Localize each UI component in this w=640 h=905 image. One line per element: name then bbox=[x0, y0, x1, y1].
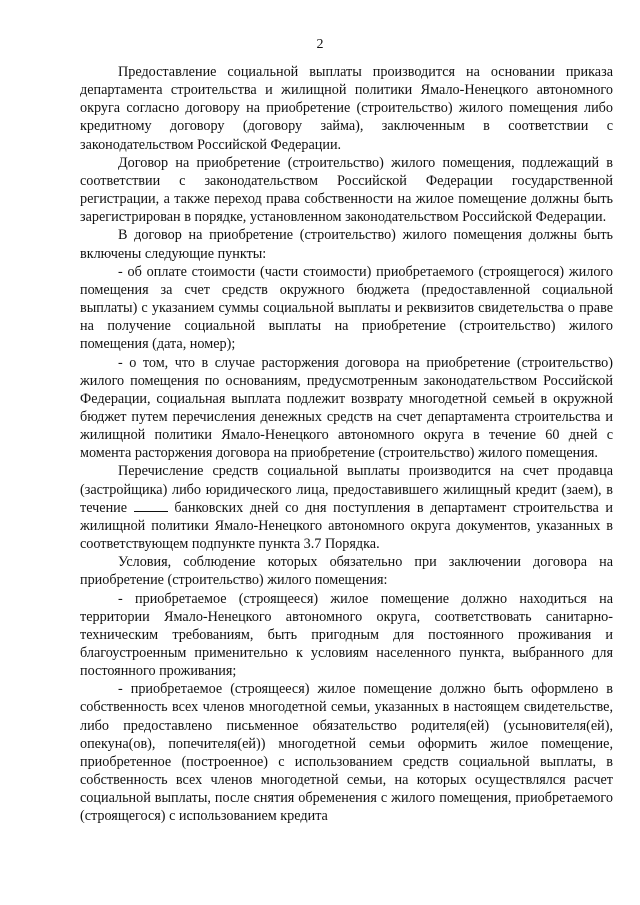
paragraph-contract-registration: Договор на приобретение (строительство) жилого помещения, подлежащий в соответствии с законодательством Российской Федерации государственной регистрации, а также переход права собственности на жилое помещение должны быть зарегистрирован в порядке, установленном законодательством Российской Федерации. bbox=[80, 154, 613, 226]
list-item-termination-clause: - о том, что в случае расторжения договора на приобретение (строительство) жилого помещения по основаниям, предусмотренным законодательством Российской Федерации, социальная выплата подлежит возврату многодетной семьей в окружной бюджет путем перечисления денежных средств на счет департамента строительства и жилищной политики Ямало-Ненецкого автономного округа в течение 60 дней с момента расторжения договора на приобретение (строительство) жилого помещения. bbox=[80, 354, 613, 462]
list-item-location-condition: - приобретаемое (строящееся) жилое помещение должно находиться на территории Ямало-Ненецкого автономного округа, соответствовать санитарно-техническим требованиям, быть пригодным для постоянного проживания и благоустроенным применительно к условиям населенного пункта, выбранного для постоянного проживания; bbox=[80, 590, 613, 680]
transfer-text-start: Перечисление средств социальной выплаты производится на счет продавца (застройщика) либо юридического лица, предоставившего жилищный кредит (заем), в течение bbox=[80, 463, 613, 516]
paragraph-required-clauses: В договор на приобретение (строительство) жилого помещения должны быть включены следующие пункты: bbox=[80, 227, 613, 262]
paragraph-payment-basis: Предоставление социальной выплаты производится на основании приказа департамента строительства и жилищной политики Ямало-Ненецкого автономного округа согласно договору на приобретение (строительство) жилого помещения либо кредитному договору (договору займа), заключенным в соответствии с законодательством Российской Федерации. bbox=[80, 64, 613, 153]
list-item-payment-clause: - об оплате стоимости (части стоимости) приобретаемого (строящегося) жилого помещения за счет средств окружного бюджета (предоставленной социальной выплаты) с указанием суммы социальной выплаты и реквизитов свидетельства о праве на получение социальной выплаты на приобретение (строительство) жилого помещения (дата, номер); bbox=[80, 263, 613, 353]
transfer-text-end: банковских дней со дня поступления в департамент строительства и жилищной политики Ямало-Ненецкого автономного округа документов, указанных в соответствующем подпункте пункта 3.7 Порядка. bbox=[80, 499, 613, 553]
paragraph-transfer-of-funds bbox=[80, 462, 613, 553]
document-body bbox=[80, 63, 613, 826]
paragraph-conditions: Условия, соблюдение которых обязательно при заключении договора на приобретение (строительство) жилого помещения: bbox=[80, 554, 613, 589]
list-item-ownership-condition: - приобретаемое (строящееся) жилое помещение должно быть оформлено в собственность всех членов многодетной семьи, указанных в настоящем свидетельстве, либо предоставлено письменное обязательство родителя(ей) (усыновителя(ей), опекуна(ов), попечителя(ей)) многодетной семьи оформить жилое помещение, приобретенное (построенное) с использованием средств социальной выплаты, в собственность всех членов многодетной семьи, на которых осуществлялся расчет социальной выплаты, после снятия обременения с жилого помещения, приобретаемого (строящегося) с использованием кредита bbox=[80, 681, 613, 825]
blank-days-field bbox=[134, 499, 168, 512]
page-number: 2 bbox=[316, 37, 324, 52]
